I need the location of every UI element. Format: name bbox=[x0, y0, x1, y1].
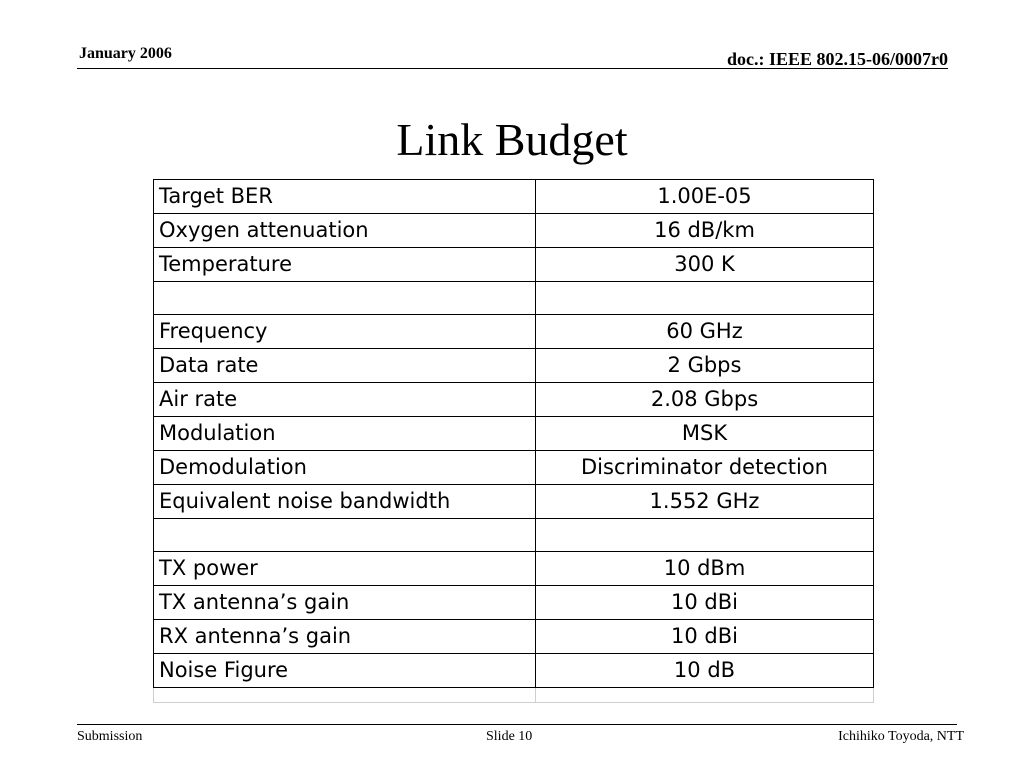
param-cell: Oxygen attenuation bbox=[154, 214, 536, 248]
footer-slide-number: Slide 10 bbox=[486, 729, 533, 744]
footer-divider bbox=[77, 724, 957, 725]
value-cell: 1.00E-05 bbox=[536, 180, 874, 214]
table-row bbox=[154, 620, 874, 654]
table-row bbox=[154, 485, 874, 519]
header-doc-id: doc.: IEEE 802.15-06/0007r0 bbox=[726, 49, 948, 69]
param-cell: Equivalent noise bandwidth bbox=[154, 485, 536, 519]
table-row bbox=[154, 586, 874, 620]
footer-submission: Submission bbox=[77, 729, 143, 744]
value-cell: 10 dBi bbox=[536, 620, 874, 654]
table-row bbox=[154, 552, 874, 586]
table-row bbox=[154, 315, 874, 349]
param-cell: Demodulation bbox=[154, 451, 536, 485]
param-cell bbox=[154, 688, 536, 703]
value-cell: 16 dB/km bbox=[536, 214, 874, 248]
param-cell bbox=[154, 519, 536, 552]
table-row bbox=[154, 349, 874, 383]
param-cell: TX power bbox=[154, 552, 536, 586]
param-cell: TX antenna’s gain bbox=[154, 586, 536, 620]
param-cell: Temperature bbox=[154, 248, 536, 282]
table-row-empty bbox=[154, 282, 874, 315]
param-cell: Modulation bbox=[154, 417, 536, 451]
value-cell: 1.552 GHz bbox=[536, 485, 874, 519]
param-cell bbox=[154, 282, 536, 315]
footer-author: Ichihiko Toyoda, NTT bbox=[838, 729, 964, 744]
value-cell: 10 dBi bbox=[536, 586, 874, 620]
table-row bbox=[154, 417, 874, 451]
table-row bbox=[154, 214, 874, 248]
slide-title: Link Budget bbox=[396, 114, 628, 165]
param-cell: RX antenna’s gain bbox=[154, 620, 536, 654]
value-cell: 10 dBm bbox=[536, 552, 874, 586]
param-cell: Noise Figure bbox=[154, 654, 536, 688]
value-cell: 60 GHz bbox=[536, 315, 874, 349]
table-row bbox=[154, 248, 874, 282]
value-cell: 2.08 Gbps bbox=[536, 383, 874, 417]
param-cell: Data rate bbox=[154, 349, 536, 383]
value-cell bbox=[536, 688, 874, 703]
value-cell: MSK bbox=[536, 417, 874, 451]
value-cell: Discriminator detection bbox=[536, 451, 874, 485]
value-cell bbox=[536, 519, 874, 552]
table-row bbox=[154, 180, 874, 214]
param-cell: Target BER bbox=[154, 180, 536, 214]
value-cell bbox=[536, 282, 874, 315]
table-row bbox=[154, 654, 874, 688]
header-divider bbox=[77, 68, 948, 69]
value-cell: 10 dB bbox=[536, 654, 874, 688]
header-date: January 2006 bbox=[79, 45, 172, 62]
table-row bbox=[154, 451, 874, 485]
table-row bbox=[154, 383, 874, 417]
param-cell: Frequency bbox=[154, 315, 536, 349]
value-cell: 2 Gbps bbox=[536, 349, 874, 383]
link-budget-table bbox=[153, 179, 874, 703]
value-cell: 300 K bbox=[536, 248, 874, 282]
table-row-empty bbox=[154, 519, 874, 552]
table-row-partial bbox=[154, 688, 874, 703]
param-cell: Air rate bbox=[154, 383, 536, 417]
